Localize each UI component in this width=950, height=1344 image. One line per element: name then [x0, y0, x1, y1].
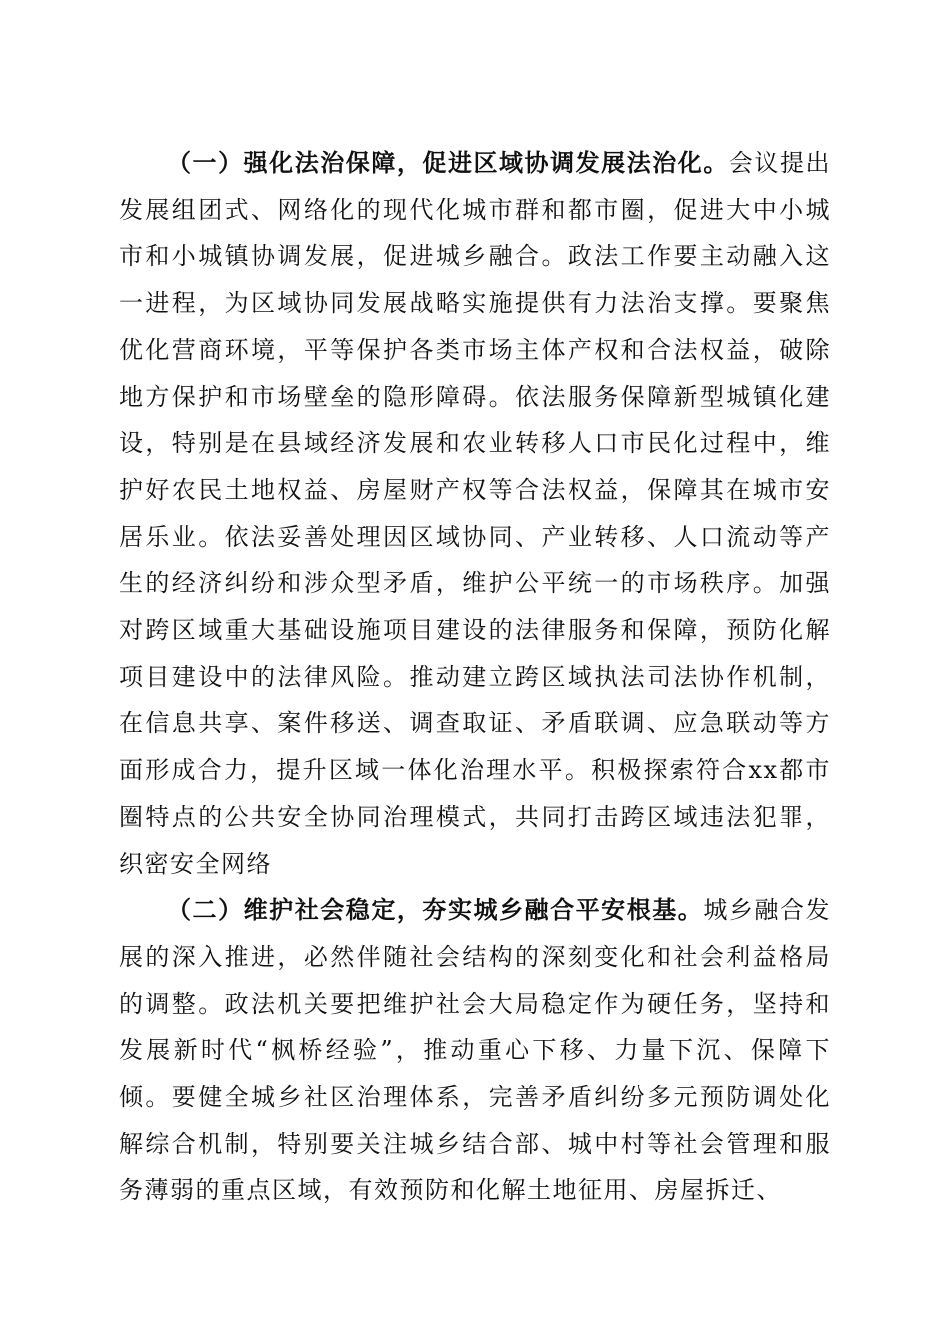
- paragraph-1-text: 会议提出发展组团式、网络化的现代化城市群和都市圈，促进大中小城市和小城镇协调发展，促进城乡融合。政法工作要主动融入这一进程，为区域协同发展战略实施提供有力法治支撑。要聚焦优化营商环境，平等保护各类市场主体产权和合法权益，破除地方保护和市场壁垒的隐形障碍。依法服务保障新型城镇化建设，特别是在县域经济发展和农业转移人口市民化过程中，维护好农民土地权益、房屋财产权等合法权益，保障其在城市安居乐业。依法妥善处理因区域协同、产业转移、人口流动等产生的经济纠纷和涉众型矛盾，维护公平统一的市场秩序。加强对跨区域重大基础设施项目建设的法律服务和保障，预防化解项目建设中的法律风险。推动建立跨区域执法司法协作机制，在信息共享、案件移送、调查取证、矛盾联调、应急联动等方面形成合力，提升区域一体化治理水平。积极探索符合xx都市圈特点的公共安全协同治理模式，共同打击跨区域违法犯罪，织密安全网络: [119, 149, 832, 878]
- document-body: [119, 140, 831, 1214]
- paragraph-1-heading: （一）强化法治保障，促进区域协调发展法治化。: [167, 148, 729, 177]
- paragraph-2-heading: （二）维护社会稳定，夯实城乡融合平安根基。: [167, 895, 704, 925]
- paragraph-2-text: 城乡融合发展的深入推进，必然伴随社会结构的深刻变化和社会利益格局的调整。政法机关要把维护社会大局稳定作为硬任务，坚持和发展新时代“枫桥经验”，推动重心下移、力量下沉、保障下倾。要健全城乡社区治理体系，完善矛盾纠纷多元预防调处化解综合机制，特别要关注城乡结合部、城中村等社会管理和服务薄弱的重点区域，有效预防和化解土地征用、房屋拆迁、: [119, 896, 832, 1205]
- paragraph-2: [119, 887, 831, 1214]
- paragraph-1: [119, 140, 831, 887]
